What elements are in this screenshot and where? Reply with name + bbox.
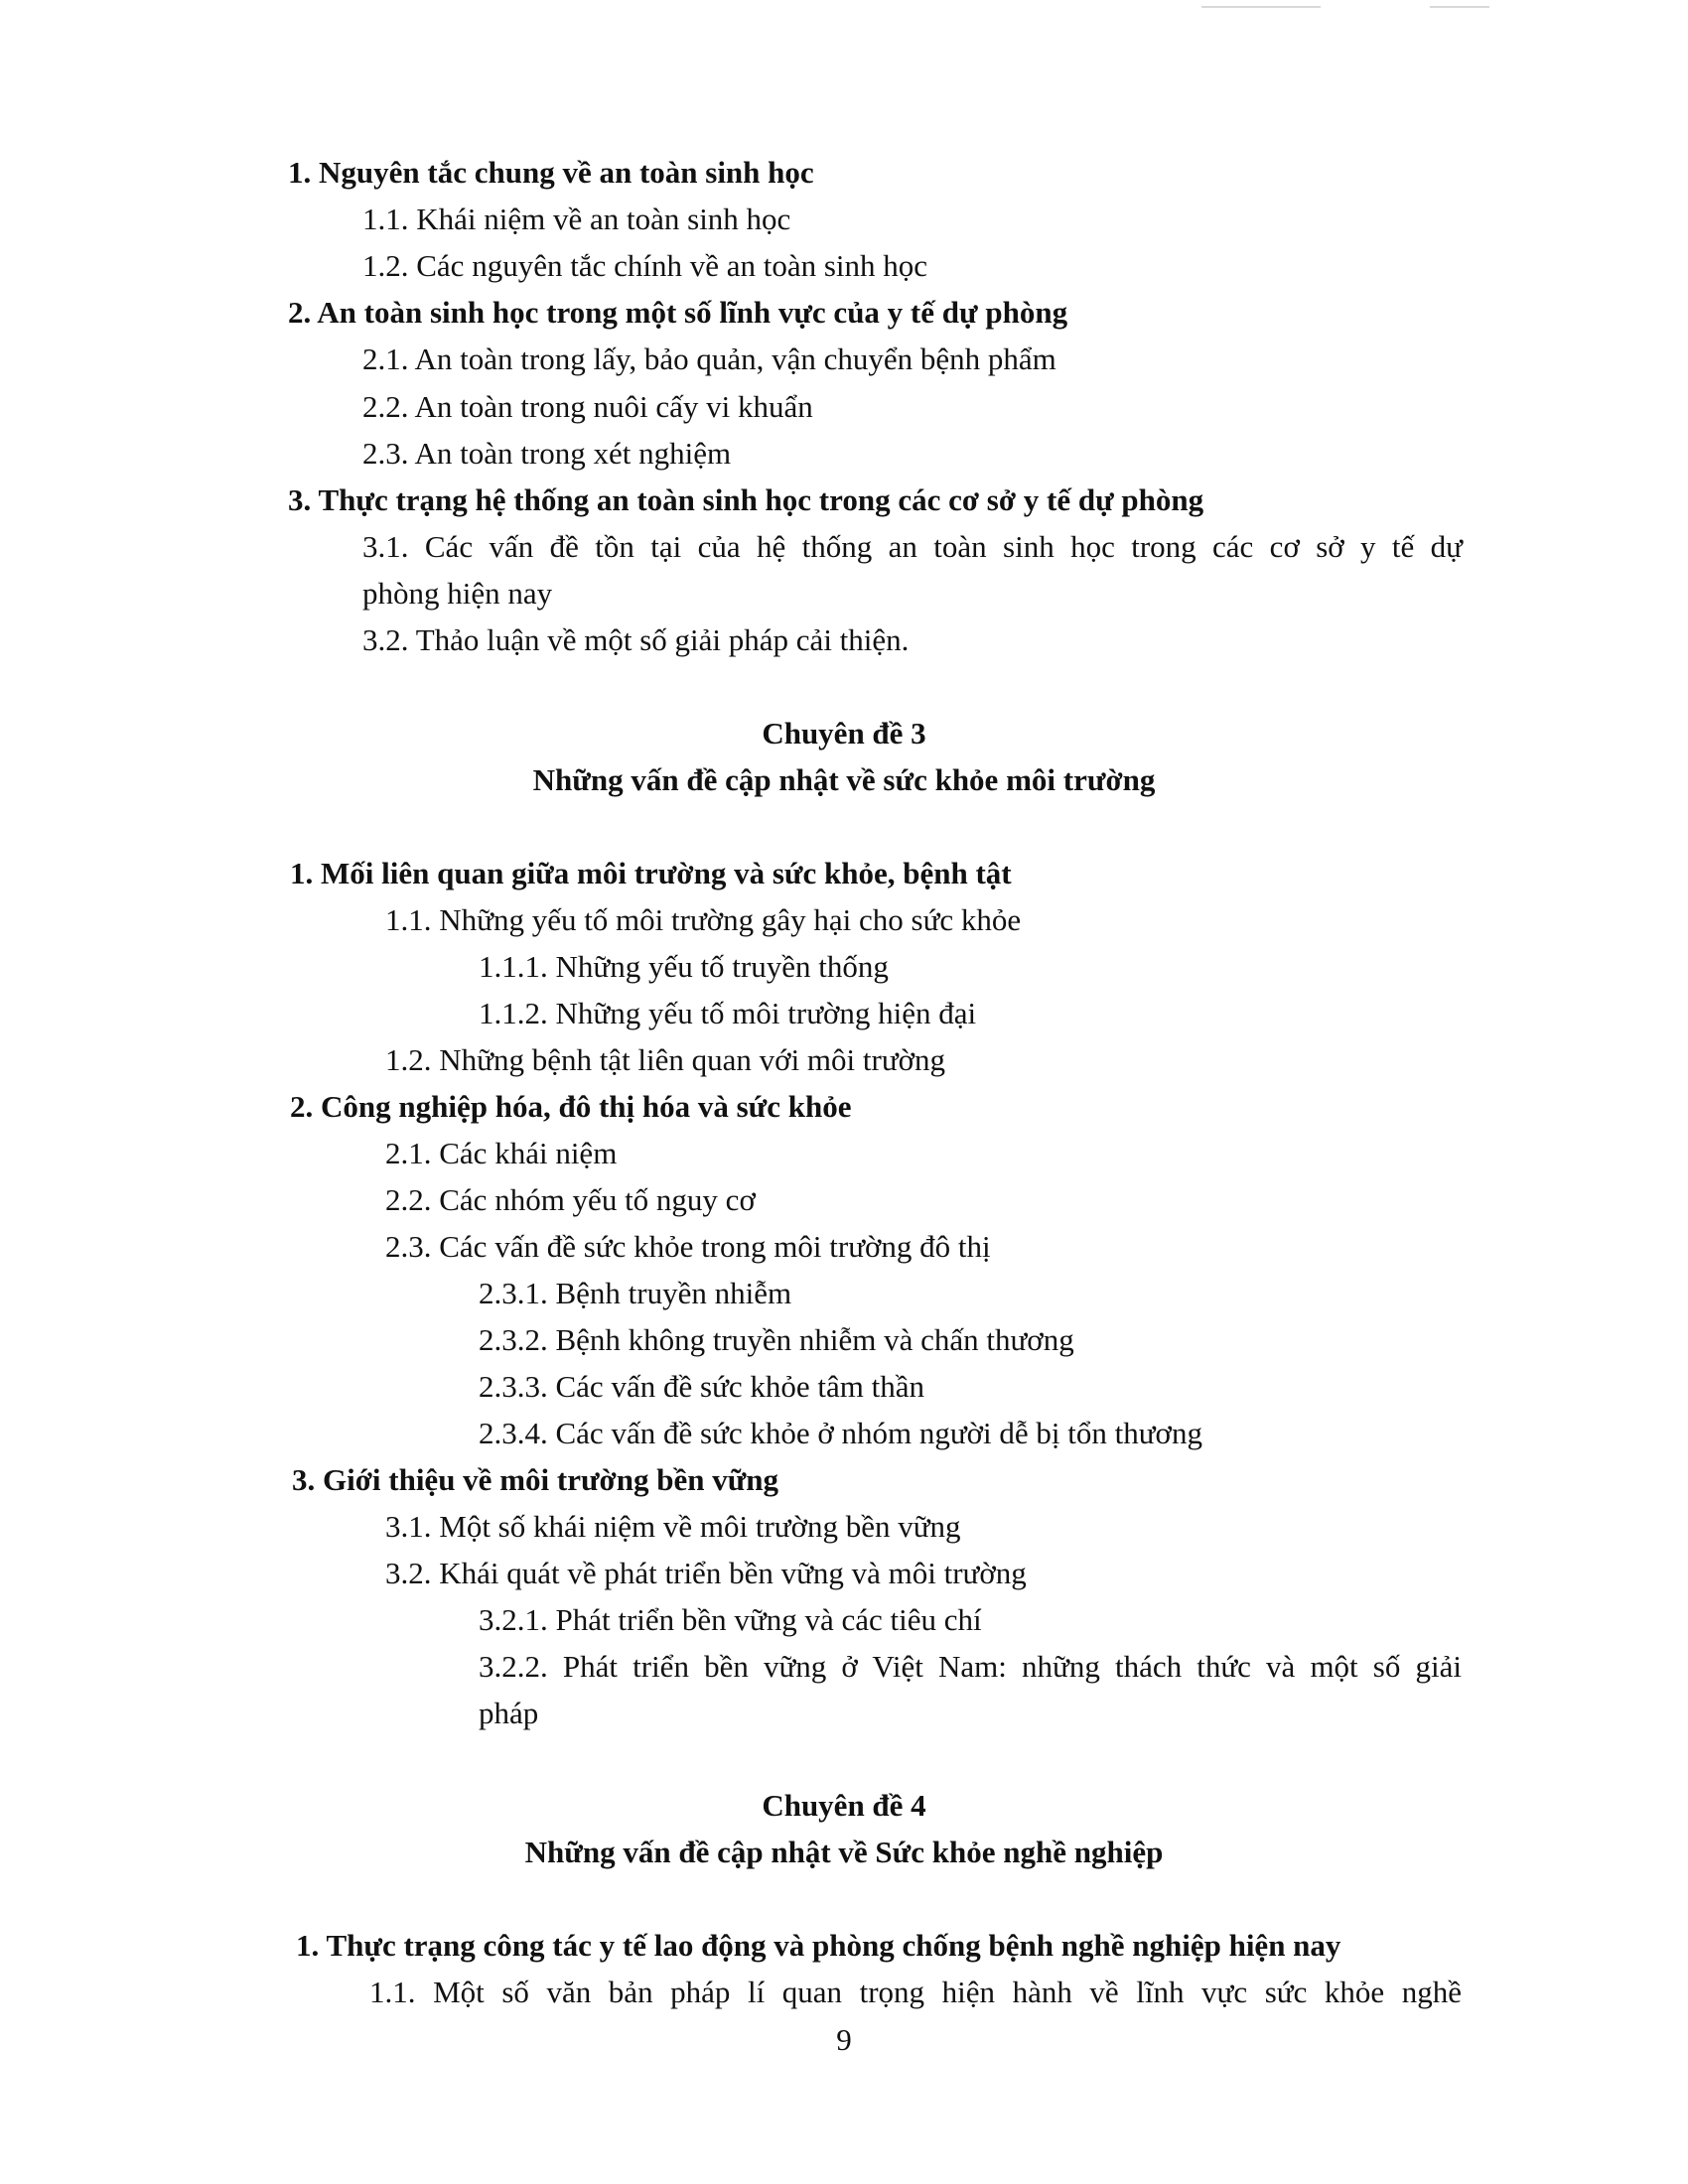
topic3-item-3-1: 3.1. Một số khái niệm về môi trường bền vững xyxy=(385,1509,961,1544)
outline-heading-2: 2. An toàn sinh học trong một số lĩnh vực của y tế dự phòng xyxy=(288,295,1068,330)
outline-heading-1: 1. Nguyên tắc chung về an toàn sinh học xyxy=(288,155,814,190)
topic4-heading: Chuyên đề 4 xyxy=(762,1788,926,1823)
topic4-title: Những vấn đề cập nhật về Sức khỏe nghề nghiệp xyxy=(524,1835,1164,1869)
outline-item-3-1: 3.1. Các vấn đề tồn tại của hệ thống an toàn sinh học trong các cơ sở y tế dự xyxy=(362,529,1463,564)
outline-item-2-1: 2.1. An toàn trong lấy, bảo quản, vận chuyển bệnh phẩm xyxy=(362,341,1056,376)
topic3-item-1-1-2: 1.1.2. Những yếu tố môi trường hiện đại xyxy=(479,996,977,1030)
topic3-title: Những vấn đề cập nhật về sức khỏe môi trường xyxy=(532,762,1156,797)
topic3-item-2-3-4: 2.3.4. Các vấn đề sức khỏe ở nhóm người dễ bị tổn thương xyxy=(479,1416,1202,1450)
scan-artifact xyxy=(1430,6,1489,8)
topic3-item-2-3-1: 2.3.1. Bệnh truyền nhiễm xyxy=(479,1276,792,1310)
topic3-item-2-3-2: 2.3.2. Bệnh không truyền nhiễm và chấn thương xyxy=(479,1322,1074,1357)
topic3-item-2-3: 2.3. Các vấn đề sức khỏe trong môi trường đô thị xyxy=(385,1229,991,1264)
topic3-item-2-1: 2.1. Các khái niệm xyxy=(385,1136,618,1170)
topic3-item-3-2-1: 3.2.1. Phát triển bền vững và các tiêu chí xyxy=(479,1602,982,1637)
topic3-item-3-2: 3.2. Khái quát về phát triển bền vững và môi trường xyxy=(385,1556,1027,1590)
topic3-item-1-1: 1.1. Những yếu tố môi trường gây hại cho sức khỏe xyxy=(385,902,1022,937)
topic3-item-1-1-1: 1.1.1. Những yếu tố truyền thống xyxy=(479,949,889,984)
outline-item-1-2: 1.2. Các nguyên tắc chính về an toàn sinh học xyxy=(362,248,928,283)
topic4-item-1-1: 1.1. Một số văn bản pháp lí quan trọng hiện hành về lĩnh vực sức khỏe nghề xyxy=(369,1975,1462,2009)
topic3-heading-1: 1. Mối liên quan giữa môi trường và sức khỏe, bệnh tật xyxy=(290,856,1012,890)
topic3-heading-2: 2. Công nghiệp hóa, đô thị hóa và sức khỏe xyxy=(290,1089,852,1124)
outline-item-2-3: 2.3. An toàn trong xét nghiệm xyxy=(362,436,732,471)
topic3-heading-3: 3. Giới thiệu về môi trường bền vững xyxy=(292,1462,779,1497)
outline-item-3-2: 3.2. Thảo luận về một số giải pháp cải thiện. xyxy=(362,622,910,657)
topic3-item-2-2: 2.2. Các nhóm yếu tố nguy cơ xyxy=(385,1182,756,1217)
page-number: 9 xyxy=(836,2022,852,2057)
outline-item-1-1: 1.1. Khái niệm về an toàn sinh học xyxy=(362,202,791,236)
outline-item-2-2: 2.2. An toàn trong nuôi cấy vi khuẩn xyxy=(362,389,813,424)
topic4-heading-1: 1. Thực trạng công tác y tế lao động và phòng chống bệnh nghề nghiệp hiện nay xyxy=(296,1928,1341,1963)
topic3-heading: Chuyên đề 3 xyxy=(762,716,926,751)
outline-heading-3: 3. Thực trạng hệ thống an toàn sinh học trong các cơ sở y tế dự phòng xyxy=(288,482,1204,517)
topic3-item-1-2: 1.2. Những bệnh tật liên quan với môi trường xyxy=(385,1042,946,1077)
topic3-item-3-2-2-cont: pháp xyxy=(479,1696,539,1730)
topic3-item-3-2-2: 3.2.2. Phát triển bền vững ở Việt Nam: những thách thức và một số giải xyxy=(479,1649,1462,1684)
topic3-item-2-3-3: 2.3.3. Các vấn đề sức khỏe tâm thần xyxy=(479,1369,924,1404)
scan-artifact xyxy=(1201,6,1321,8)
outline-item-3-1-cont: phòng hiện nay xyxy=(362,576,553,611)
